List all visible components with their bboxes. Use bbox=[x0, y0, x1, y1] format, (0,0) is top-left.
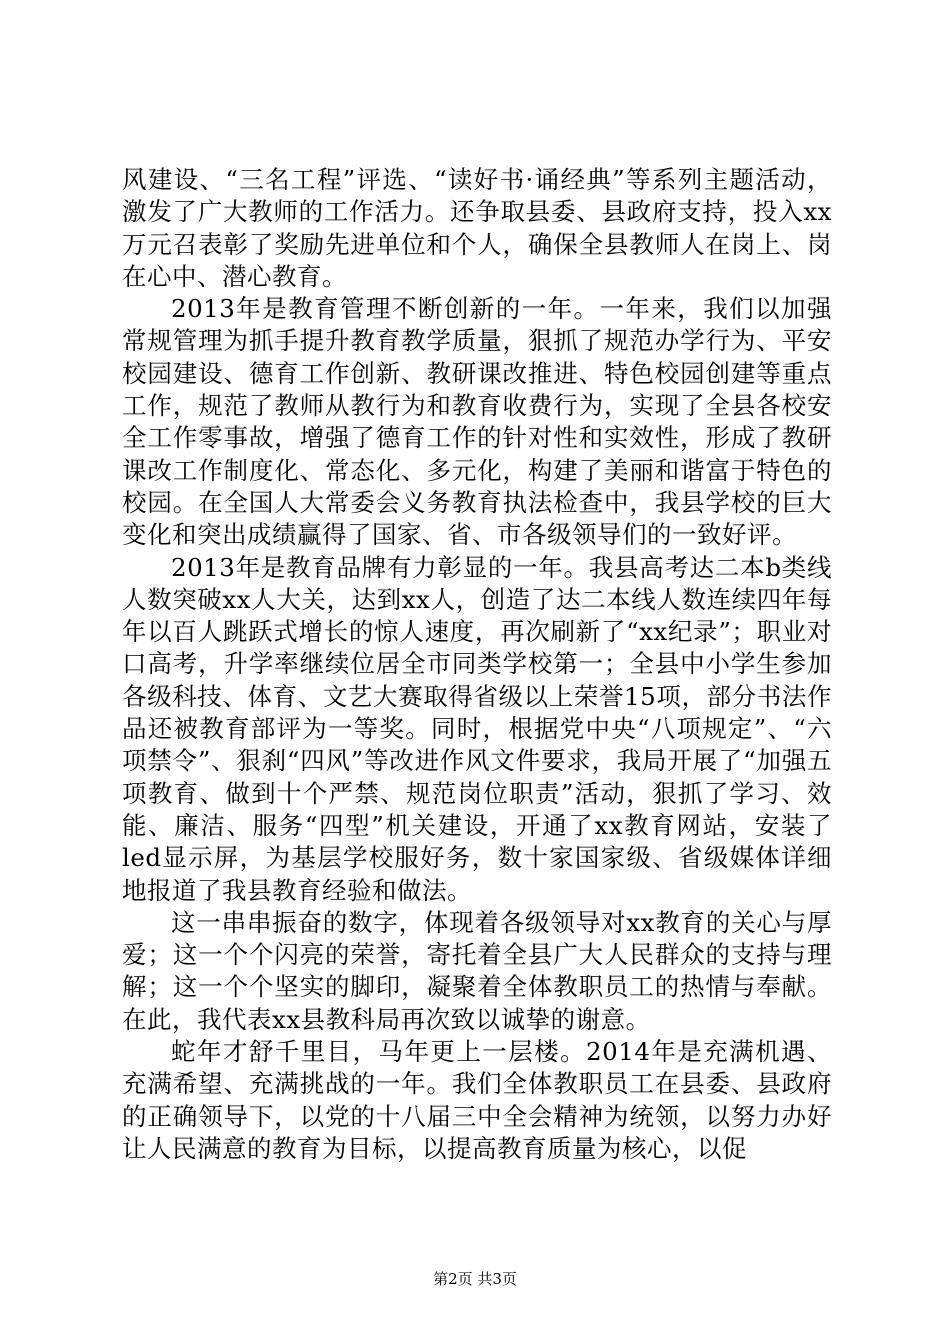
page-footer bbox=[0, 1269, 950, 1289]
paragraph: 风建设、“三名工程”评选、“读好书·诵经典”等系列主题活动，激发了广大教师的工作活力。还争取县委、县政府支持，投入xx万元召表彰了奖励先进单位和个人，确保全县教师人在岗上、岗在心中、潜心教育。 bbox=[122, 165, 832, 291]
paragraph: 这一串串振奋的数字，体现着各级领导对xx教育的关心与厚爱；这一个个闪亮的荣誉，寄托着全县广大人民群众的支持与理解；这一个个坚实的脚印，凝聚着全体教职员工的热情与奉献。在此，我代表xx县教科局再次致以诚挚的谢意。 bbox=[122, 907, 832, 1034]
document-body bbox=[122, 164, 832, 1165]
paragraph: 2013年是教育管理不断创新的一年。一年来，我们以加强常规管理为抓手提升教育教学质量，狠抓了规范办学行为、平安校园建设、德育工作创新、教研课改推进、特色校园创建等重点工作，规范了教师从教行为和教育收费行为，实现了全县各校安全工作零事故，增强了德育工作的针对性和实效性，形成了教研课改工作制度化、常态化、多元化，构建了美丽和谐富于特色的校园。在全国人大常委会义务教育执法检查中，我县学校的巨大变化和突出成绩赢得了国家、省、市各级领导们的一致好评。 bbox=[122, 294, 832, 550]
paragraph: 2013年是教育品牌有力彰显的一年。我县高考达二本b类线人数突破xx人大关，达到xx人，创造了达二本线人数连续四年每年以百人跳跃式增长的惊人速度，再次刷新了“xx纪录”；职业对口高考，升学率继续位居全市同类学校第一；全县中小学生参加各级科技、体育、文艺大赛取得省级以上荣誉15项，部分书法作品还被教育部评为一等奖。同时，根据党中央“八项规定”、“六项禁令”、狠刹“四风”等改进作风文件要求，我局开展了“加强五项教育、做到十个严禁、规范岗位职责”活动，狠抓了学习、效能、廉洁、服务“四型”机关建设，开通了xx教育网站，安装了led显示屏，为基层学校服好务，数十家国家级、省级媒体详细地报道了我县教育经验和做法。 bbox=[122, 552, 832, 905]
paragraph: 蛇年才舒千里目，马年更上一层楼。2014年是充满机遇、充满希望、充满挑战的一年。我们全体教职员工在县委、县政府的正确领导下，以党的十八届三中全会精神为统领，以努力办好让人民满意的教育为目标，以提高教育质量为核心，以促 bbox=[122, 1037, 832, 1163]
page-number: 第2页 共3页 bbox=[433, 1270, 517, 1288]
